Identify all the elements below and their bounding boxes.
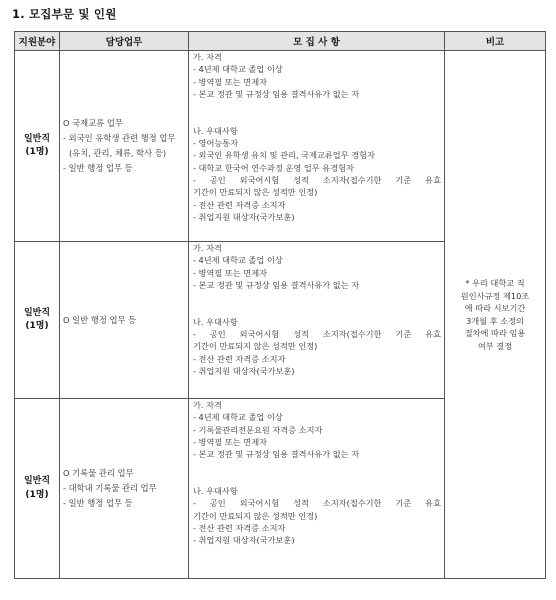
duty-item: O 기록물 관리 업무: [63, 468, 134, 478]
qualification-title: 가. 자격: [193, 400, 222, 410]
recruitment-table: [14, 31, 546, 579]
remark-line: 3개월 후 소정의: [466, 315, 524, 326]
requirements-cell: [189, 399, 445, 579]
field-title: 일반직: [23, 133, 51, 144]
preference-title: 나. 우대사항: [193, 125, 238, 136]
preference-item: - 영어능통자: [193, 138, 239, 149]
table-row: [15, 51, 546, 242]
preference-item: - 공인 외국어시험 성적 소지자(접수기한 기준 유효: [193, 174, 441, 185]
duty-item: - 외국인 유학생 관련 행정 업무(유치, 관리, 체류, 학사 등): [63, 133, 176, 158]
duty-item: - 대학내 기록물 관리 업무: [63, 483, 157, 493]
qualification-item: - 본교 정관 및 규정상 임용 결격사유가 없는 자: [193, 88, 360, 99]
field-title: 일반직: [23, 476, 51, 487]
header-requirements: 모 집 사 항: [189, 32, 445, 51]
requirements-cell: [189, 51, 445, 242]
qualification-item: - 4년제 대학교 졸업 이상: [193, 64, 283, 75]
preference-item: - 전산 관련 자격증 소지자: [193, 199, 286, 210]
preference-item: - 취업지원 대상자(국가보훈): [193, 211, 295, 222]
preference-item: - 외국인 유학생 유치 및 관리, 국제교류업무 경험자: [193, 150, 375, 161]
remark-line: 여부 결정: [477, 340, 513, 351]
qualification-title: 가. 자격: [193, 52, 222, 62]
field-cell: [15, 399, 60, 579]
preference-title: 나. 우대사항: [193, 316, 238, 327]
remark-line: 원인사규정 제10조: [460, 290, 530, 301]
preference-item: - 취업지원 대상자(국가보훈): [193, 535, 295, 546]
field-cell: [15, 242, 60, 399]
qualification-item: - 4년제 대학교 졸업 이상: [193, 412, 283, 423]
preference-item: - 전산 관련 자격증 소지자: [193, 353, 286, 364]
header-duties: 담당업무: [60, 32, 189, 51]
qualification-item: - 병역필 또는 면제자: [193, 76, 268, 87]
qualification-item: - 4년제 대학교 졸업 이상: [193, 255, 283, 266]
preference-title: 나. 우대사항: [193, 486, 238, 497]
qualification-title: 가. 자격: [193, 243, 222, 253]
qualification-item: - 본교 정관 및 규정상 임용 결격사유가 없는 자: [193, 279, 360, 290]
remark-line: * 우리 대학교 직: [465, 278, 525, 288]
table-header-row: [15, 32, 546, 51]
duty-item: - 일반 행정 업무 등: [63, 498, 133, 508]
preference-item: - 대학교 한국어 연수과정 운영 업무 유경험자: [193, 162, 354, 173]
qualification-item: - 기록물관리전문요원 자격증 소지자: [193, 424, 323, 435]
field-headcount: (1명): [25, 489, 49, 500]
remarks-cell: [445, 51, 546, 579]
preference-item: - 취업지원 대상자(국가보훈): [193, 365, 295, 376]
qualification-item: - 병역필 또는 면제자: [193, 436, 268, 447]
section-heading: 1. 모집부문 및 인원: [12, 7, 117, 21]
duty-item: - 일반 행정 업무 등: [63, 163, 133, 173]
preference-item-cont: 기간이 만료되지 않은 성적만 인정): [193, 510, 318, 521]
duty-cell: [60, 242, 189, 399]
preference-item-cont: 기간이 만료되지 않은 성적만 인정): [193, 187, 318, 198]
duty-item: O 일반 행정 업무 등: [63, 314, 137, 325]
preference-item: - 공인 외국어시험 성적 소지자(접수기한 기준 유효: [193, 498, 441, 509]
preference-item-cont: 기간이 만료되지 않은 성적만 인정): [193, 341, 318, 352]
qualification-item: - 본교 정관 및 규정상 임용 결격사유가 없는 자: [193, 449, 360, 460]
preference-item: - 전산 관련 자격증 소지자: [193, 522, 286, 533]
duty-item: O 국제교류 업무: [63, 118, 123, 128]
field-headcount: (1명): [25, 321, 49, 331]
remark-line: 절차에 따라 임용: [464, 328, 526, 338]
remark-line: 에 따라 시보기간: [464, 303, 526, 313]
header-remarks: 비고: [445, 32, 546, 51]
requirements-cell: [189, 242, 445, 399]
duty-cell: [60, 399, 189, 579]
field-title: 일반직: [23, 307, 51, 318]
qualification-item: - 병역필 또는 면제자: [193, 267, 268, 278]
preference-item: - 공인 외국어시험 성적 소지자(접수기한 기준 유효: [193, 329, 441, 340]
header-field: 지원분야: [15, 32, 60, 51]
field-headcount: (1명): [25, 147, 49, 157]
duty-cell: [60, 51, 189, 242]
field-cell: [15, 51, 60, 242]
